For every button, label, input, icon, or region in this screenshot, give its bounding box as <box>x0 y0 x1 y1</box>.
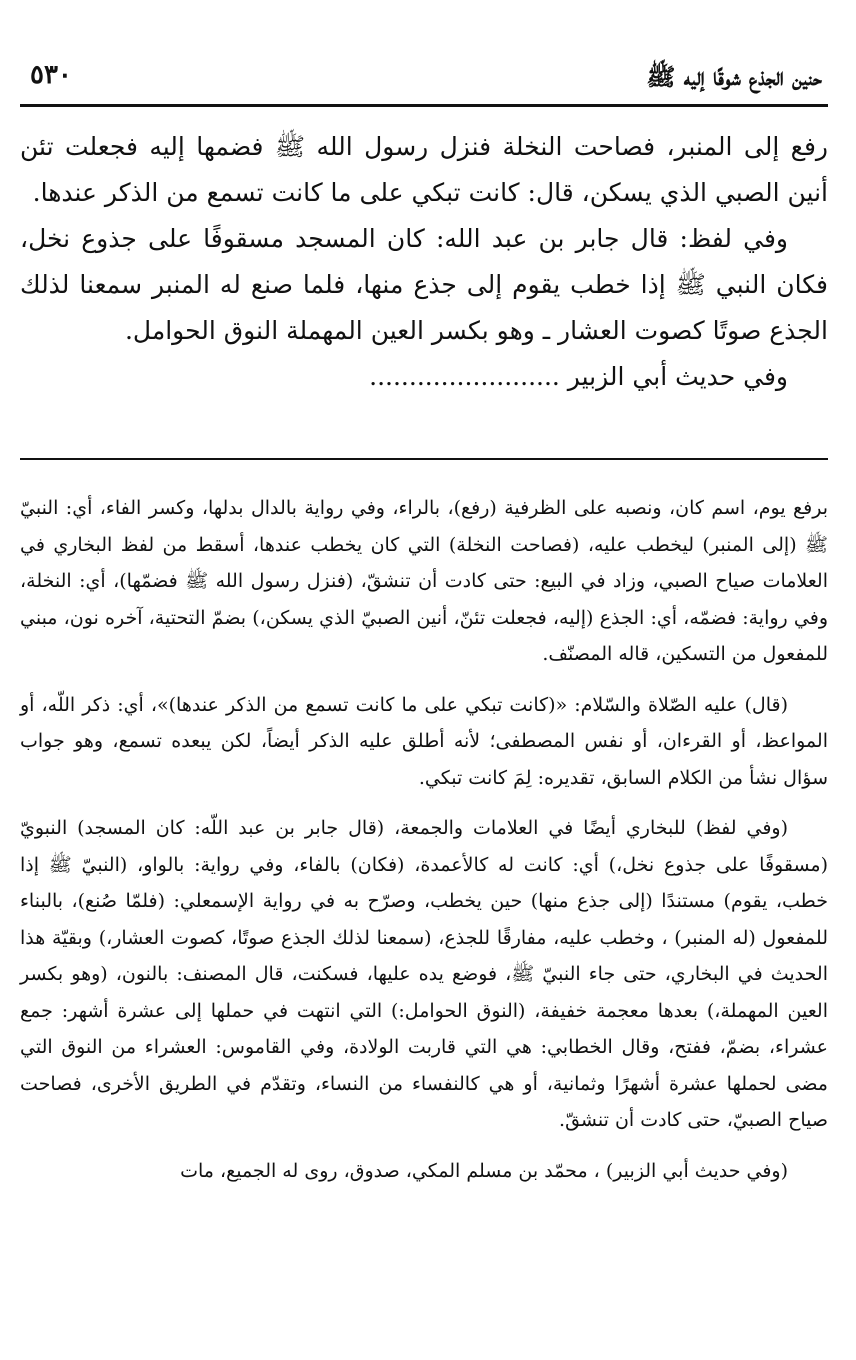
commentary-paragraph: برفع يوم، اسم كان، ونصبه على الظرفية (رفع)، بالراء، وفي رواية بالدال بدلها، وكسر الفاء، أي: النبيّ ﷺ (إلى المنبر) ليخطب عليه، (فصاحت النخلة) التي كان يخطب عندها، أسقط من لفظ البخاري في العلامات صياح الصبي، وزاد في البيع: حتى كادت أن تنشقّ، (فنزل رسول الله ﷺ فضمّها)، أي: النخلة، وفي رواية: فضمّه، أي: الجذع (إليه، فجعلت تئنّ، أنين الصبيّ الذي يسكن،) بضمّ التحتية، آخره نون، مبني للمفعول من التسكين، قاله المصنّف. <box>20 497 828 665</box>
page-header <box>20 60 828 100</box>
header-rule <box>20 104 828 107</box>
main-text-paragraph: رفع إلى المنبر، فصاحت النخلة فنزل رسول الله ﷺ فضمها إليه فجعلت تئن أنين الصبي الذي يسكن، قال: كانت تبكي على ما كانت تسمع من الذكر عندها. <box>20 132 828 207</box>
main-text-paragraph: وفي لفظ: قال جابر بن عبد الله: كان المسجد مسقوفًا على جذوع نخل، فكان النبي ﷺ إذا خطب يقوم إلى جذع منها، فلما صنع له المنبر سمعنا لذلك الجذع صوتًا كصوت العشار ـ وهو بكسر العين المهملة النوق الحوامل. <box>20 224 828 345</box>
commentary-paragraph: (قال) عليه الصّلاة والسّلام: «(كانت تبكي على ما كانت تسمع من الذكر عندها)»، أي: ذكر اللّه، أو المواعظ، أو القرءان، أو نفس المصطفى؛ لأنه أطلق عليه الذكر أيضاً، لكن يبعده تسمع، وهو جواب سؤال نشأ من الكلام السابق، تقديره: لِمَ كانت تبكي. <box>20 693 828 789</box>
running-title: حنين الجذع شوقًا إليه ﷺ <box>646 62 822 91</box>
commentary-paragraph: (وفي لفظ) للبخاري أيضًا في العلامات والجمعة، (قال جابر بن عبد اللّه: كان المسجد) النبويّ (مسقوفًا على جذوع نخل،) أي: كانت له كالأعمدة، (فكان) بالفاء، وفي رواية: بالواو، (النبيّ ﷺ إذا خطب، يقوم) مستندًا (إلى جذع منها) حين يخطب، وصرّح به في رواية الإسمعلي: (فلمّا صُنع)، بالبناء للمفعول (له المنبر) ، وخطب عليه، مفارقًا للجذع، (سمعنا لذلك الجذع صوتًا، كصوت العشار،) وبقيّة هذا الحديث في البخاري، حتى جاء النبيّ ﷺ، فوضع يده عليها، فسكنت، قال المصنف: بالنون، (وهو بكسر العين المهملة،) بعدها معجمة خفيفة، (النوق الحوامل:) التي انتهت في حملها إلى عشرة أشهر: جمع عشراء، بضمّ، ففتح، وقال الخطابي: هي التي قاربت الولادة، وفي القاموس: العشراء من النوق التي مضى لحملها عشرة أشهرًا وثمانية، أو هي كالنفساء من النساء، وتقدّم في الطريق الأخرى، فصاحت صياح الصبيّ، حتى كادت أن تنشقّ. <box>20 817 828 1131</box>
commentary-paragraph: (وفي حديث أبي الزبير) ، محمّد بن مسلم المكي، صدوق، روى له الجميع، مات <box>180 1159 788 1182</box>
commentary <box>20 490 828 1189</box>
page-number: ٥٣٠ <box>30 60 72 90</box>
section-divider <box>20 458 828 460</box>
main-text-paragraph: وفي حديث أبي الزبير ........................ <box>369 362 788 391</box>
main-text <box>20 124 828 400</box>
